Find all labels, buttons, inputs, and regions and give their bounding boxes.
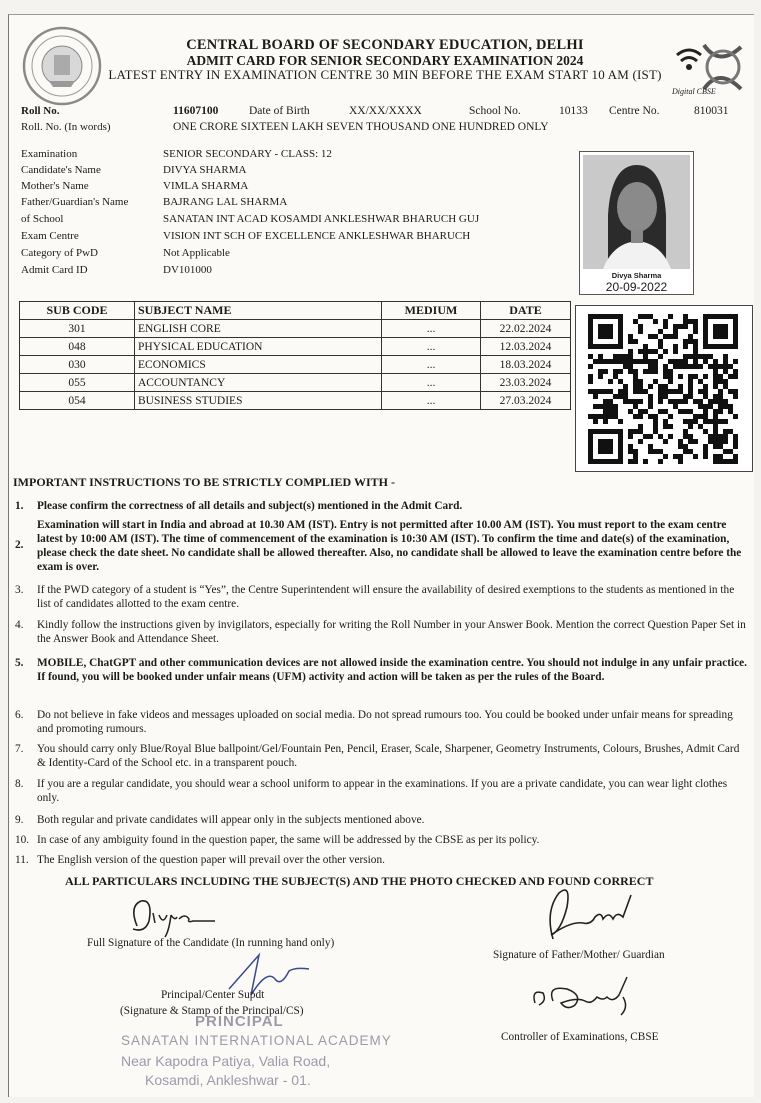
instruction-item xyxy=(15,656,747,684)
instruction-text: The English version of the question paper will prevail over the other version. xyxy=(37,854,385,866)
verification-statement: ALL PARTICULARS INCLUDING THE SUBJECT(S) AND THE PHOTO CHECKED AND FOUND CORRECT xyxy=(65,874,654,888)
cell-sub-code: 055 xyxy=(20,374,135,392)
instruction-text: If the PWD category of a student is “Yes”, the Centre Superintendent will ensure the availability of desired exemptions to the students as mentioned in the list of candidates allotted to the exam centre. xyxy=(37,584,735,610)
instruction-item xyxy=(15,618,747,646)
instruction-text: Examination will start in India and abroad at 10.30 AM (IST). Entry is not permitted after 10.00 AM (IST). You must report to the exam centre latest by 10:00 AM (IST). The time of commencement of the examination is 10:30 AM (IST). To confirm the time and date(s) of the examination, please check the date sheet. No candidate shall be allowed thereafter. Also, no candidate shall be allowed to leave the examination centre before the exam is over. xyxy=(37,519,742,573)
controller-label: Controller of Examinations, CBSE xyxy=(501,1031,659,1043)
table-header-row xyxy=(20,302,571,320)
detail-value-mother: VIMLA SHARMA xyxy=(163,180,249,192)
candidate-signature-icon xyxy=(119,891,229,941)
detail-value-school: SANATAN INT ACAD KOSAMDI ANKLESHWAR BHARUCH GUJ xyxy=(163,213,480,225)
principal-sublabel: (Signature & Stamp of the Principal/CS) xyxy=(120,1005,304,1017)
table-row xyxy=(20,392,571,410)
instruction-text: Both regular and private candidates will appear only in the subjects mentioned above. xyxy=(37,814,425,826)
instruction-item xyxy=(15,499,747,513)
instruction-number: 1. xyxy=(15,500,24,512)
detail-label-candidate: Candidate's Name xyxy=(21,164,101,176)
dob-label: Date of Birth xyxy=(249,105,310,117)
board-title: CENTRAL BOARD OF SECONDARY EDUCATION, DELHI xyxy=(186,37,584,53)
cell-sub-code: 048 xyxy=(20,338,135,356)
header-date: DATE xyxy=(481,302,571,320)
cell-medium: ... xyxy=(382,374,481,392)
parent-signature-icon xyxy=(531,881,641,951)
centre-label: Centre No. xyxy=(609,105,660,117)
photo-caption-name: Divya Sharma xyxy=(611,271,662,280)
instruction-text: MOBILE, ChatGPT and other communication devices are not allowed inside the examination centre. You should not indulge in any unfair practice. If found, you will be booked under unfair means (UFM) activity and action will be taken as per the rules of the Board. xyxy=(37,657,747,683)
cell-sub-code: 301 xyxy=(20,320,135,338)
school-label: School No. xyxy=(469,105,521,117)
instruction-item xyxy=(15,853,747,867)
parent-signature-label: Signature of Father/Mother/ Guardian xyxy=(493,949,665,961)
header-subject-name: SUBJECT NAME xyxy=(135,302,382,320)
entry-notice: LATEST ENTRY IN EXAMINATION CENTRE 30 MIN BEFORE THE EXAM START 10 AM (IST) xyxy=(108,67,662,82)
instruction-text: In case of any ambiguity found in the question paper, the same will be addressed by the CBSE as per its policy. xyxy=(37,834,540,846)
instruction-number: 11. xyxy=(15,854,29,866)
detail-value-pwd: Not Applicable xyxy=(163,247,230,259)
cell-medium: ... xyxy=(382,338,481,356)
cell-sub-code: 054 xyxy=(20,392,135,410)
instruction-text: You should carry only Blue/Royal Blue ballpoint/Gel/Fountain Pen, Pencil, Eraser, Scale, Sharpener, Geometry Instruments, Colours, Brushes, Admit Card & Identity-Card of the School etc. in a transparent pouch. xyxy=(37,743,740,769)
cell-subject-name: ACCOUNTANCY xyxy=(135,374,382,392)
instruction-text: If you are a regular candidate, you should wear a school uniform to appear in the examinations. If you are a private candidate, you can wear light clothes only. xyxy=(37,778,728,804)
instruction-item xyxy=(15,742,747,770)
roll-words-label: Roll. No. (In words) xyxy=(21,121,111,133)
detail-label-school: of School xyxy=(21,213,64,225)
candidate-signature-label: Full Signature of the Candidate (In running hand only) xyxy=(87,937,335,949)
cell-medium: ... xyxy=(382,320,481,338)
instruction-number: 8. xyxy=(15,778,24,790)
cell-date: 23.03.2024 xyxy=(481,374,571,392)
dob-value: XX/XX/XXXX xyxy=(349,105,422,117)
instruction-item xyxy=(15,833,747,847)
controller-signature-icon xyxy=(527,967,647,1019)
school-value: 10133 xyxy=(559,105,588,117)
detail-label-examination: Examination xyxy=(21,148,78,160)
portrait-icon xyxy=(583,155,690,269)
cell-subject-name: ENGLISH CORE xyxy=(135,320,382,338)
instruction-item xyxy=(15,518,747,574)
instruction-number: 6. xyxy=(15,709,24,721)
cell-subject-name: ECONOMICS xyxy=(135,356,382,374)
instruction-number: 7. xyxy=(15,743,24,755)
cell-date: 22.02.2024 xyxy=(481,320,571,338)
roll-words-value: ONE CRORE SIXTEEN LAKH SEVEN THOUSAND ONE HUNDRED ONLY xyxy=(173,121,549,133)
detail-label-mother: Mother's Name xyxy=(21,180,89,192)
school-stamp-line2: SANATAN INTERNATIONAL ACADEMY xyxy=(121,1033,392,1048)
table-row xyxy=(20,374,571,392)
table-row xyxy=(20,356,571,374)
cbse-emblem-icon xyxy=(21,25,103,107)
cell-subject-name: BUSINESS STUDIES xyxy=(135,392,382,410)
cell-medium: ... xyxy=(382,356,481,374)
instructions-title: IMPORTANT INSTRUCTIONS TO BE STRICTLY COMPLIED WITH - xyxy=(13,475,396,489)
instruction-text: Please confirm the correctness of all details and subject(s) mentioned in the Admit Card. xyxy=(37,500,463,512)
cell-date: 27.03.2024 xyxy=(481,392,571,410)
detail-label-father: Father/Guardian's Name xyxy=(21,196,129,208)
school-stamp-line1: PRINCIPAL xyxy=(195,1013,284,1030)
instruction-number: 4. xyxy=(15,619,24,631)
admit-card xyxy=(8,14,754,1097)
photo-image xyxy=(583,155,690,269)
detail-value-candidate: DIVYA SHARMA xyxy=(163,164,247,176)
detail-value-examination: SENIOR SECONDARY - CLASS: 12 xyxy=(163,148,332,160)
instruction-text: Kindly follow the instructions given by invigilators, especially for writing the Roll Number in your Answer Book. Mention the correct Question Paper Set in the Answer Book and Attendance Sheet. xyxy=(37,619,746,645)
header-medium: MEDIUM xyxy=(382,302,481,320)
detail-label-centre: Exam Centre xyxy=(21,230,79,242)
principal-label: Principal/Center Supdt xyxy=(161,989,265,1001)
instruction-item xyxy=(15,777,747,805)
instruction-number: 5. xyxy=(15,657,24,669)
instruction-text: Do not believe in fake videos and messages uploaded on social media. Do not spread rumours too. You could be booked under unfair means for spreading and promoting rumours. xyxy=(37,709,733,735)
detail-value-father: BAJRANG LAL SHARMA xyxy=(163,196,288,208)
header-sub-code: SUB CODE xyxy=(20,302,135,320)
table-row xyxy=(20,320,571,338)
cell-date: 18.03.2024 xyxy=(481,356,571,374)
cell-date: 12.03.2024 xyxy=(481,338,571,356)
instruction-item xyxy=(15,708,747,736)
instruction-number: 9. xyxy=(15,814,24,826)
instruction-item xyxy=(15,813,747,827)
school-stamp-line4: Kosamdi, Ankleshwar - 01. xyxy=(145,1072,311,1088)
candidate-photo xyxy=(579,151,694,295)
table-row xyxy=(20,338,571,356)
school-stamp-line3: Near Kapodra Patiya, Valia Road, xyxy=(121,1053,331,1069)
instruction-number: 10. xyxy=(15,834,30,846)
admit-card-title: ADMIT CARD FOR SENIOR SECONDARY EXAMINATION 2024 xyxy=(186,53,584,68)
roll-label: Roll No. xyxy=(21,105,60,117)
qr-code-icon xyxy=(575,305,753,472)
subject-table xyxy=(19,301,571,410)
cell-subject-name: PHYSICAL EDUCATION xyxy=(135,338,382,356)
detail-value-card-id: DV101000 xyxy=(163,264,212,276)
instruction-number: 2. xyxy=(15,539,24,551)
cell-sub-code: 030 xyxy=(20,356,135,374)
roll-value: 11607100 xyxy=(173,105,219,117)
centre-value: 810031 xyxy=(694,105,729,117)
cell-medium: ... xyxy=(382,392,481,410)
digital-cbse-logo-text: Digital CBSE xyxy=(672,87,716,96)
photo-caption-date: 20-09-2022 xyxy=(605,280,668,294)
instruction-item xyxy=(15,583,747,611)
detail-label-pwd: Category of PwD xyxy=(21,247,98,259)
detail-label-card-id: Admit Card ID xyxy=(21,264,88,276)
qr-pattern xyxy=(576,306,752,471)
detail-value-centre: VISION INT SCH OF EXCELLENCE ANKLESHWAR BHARUCH xyxy=(163,230,471,242)
instruction-number: 3. xyxy=(15,584,24,596)
